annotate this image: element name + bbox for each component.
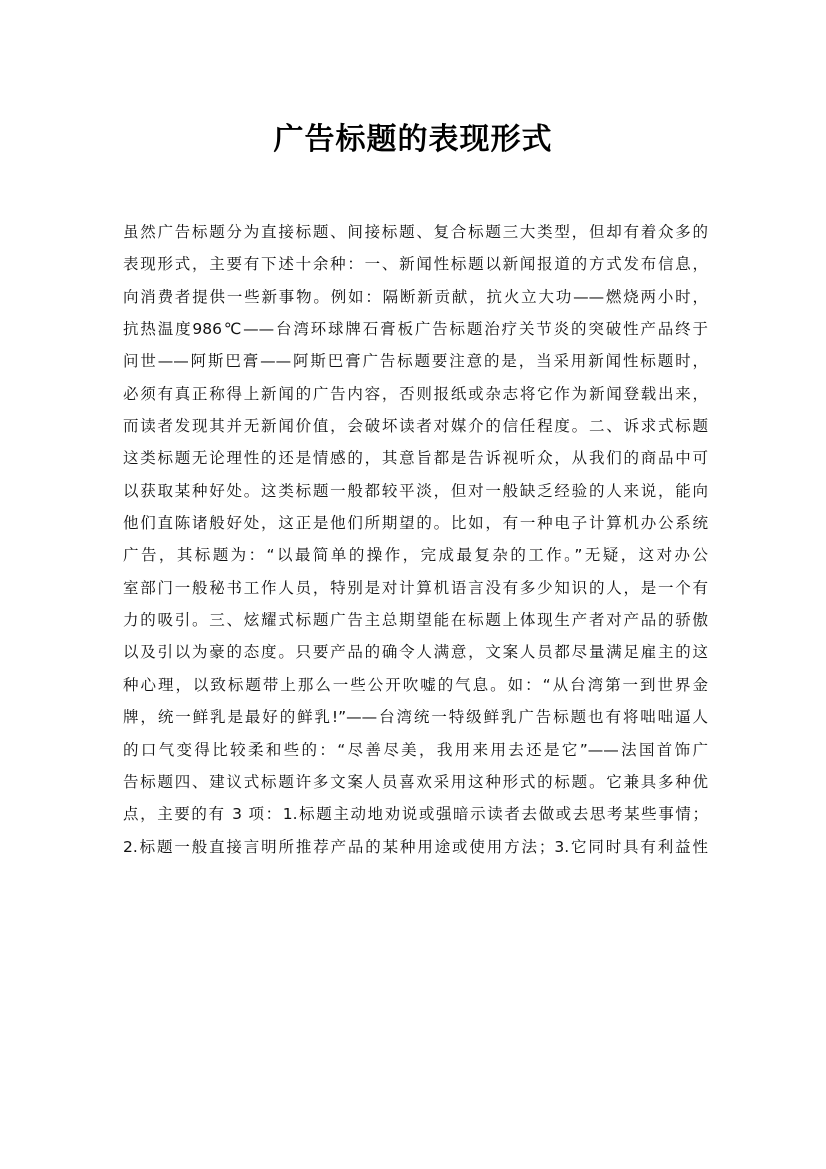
- body-line: 告标题四、建议式标题许多文案人员喜欢采用这种形式的标题。它兼具多种优: [123, 772, 708, 791]
- body-line: 以获取某种好处。这类标题一般都较平淡，但对一般缺乏经验的人来说，能向: [123, 481, 708, 500]
- body-line: 这类标题无论理性的还是情感的，其意旨都是告诉视听众，从我们的商品中可: [123, 449, 708, 468]
- body-line: 种心理，以致标题带上那么一些公开吹嘘的气息。如：“从台湾第一到世界金: [123, 675, 708, 694]
- body-line: 问世——阿斯巴膏——阿斯巴膏广告标题要注意的是，当采用新闻性标题时，: [123, 352, 708, 371]
- body-line: 点，主要的有 3 项：1.标题主动地劝说或强暗示读者去做或去思考某些事情；: [123, 805, 708, 824]
- body-line: 2.标题一般直接言明所推荐产品的某种用途或使用方法；3.它同时具有利益性: [123, 837, 708, 856]
- body-line: 而读者发现其并无新闻价值，会破坏读者对媒介的信任程度。二、诉求式标题: [123, 417, 708, 436]
- body-line: 抗热温度986℃——台湾环球牌石膏板广告标题治疗关节炎的突破性产品终于: [123, 320, 708, 339]
- body-line: 他们直陈诸般好处，这正是他们所期望的。比如，有一种电子计算机办公系统: [123, 514, 708, 533]
- body-line: 力的吸引。三、炫耀式标题广告主总期望能在标题上体现生产者对产品的骄傲: [123, 611, 708, 630]
- body-line: 表现形式，主要有下述十余种：一、新闻性标题以新闻报道的方式发布信息，: [123, 255, 708, 274]
- body-line: 广告，其标题为：“以最简单的操作，完成最复杂的工作。”无疑，这对办公: [123, 546, 708, 565]
- body-line: 室部门一般秘书工作人员，特别是对计算机语言没有多少知识的人，是一个有: [123, 578, 708, 597]
- document-body: [123, 219, 708, 866]
- document-title: 广告标题的表现形式: [273, 122, 553, 157]
- body-line: 的口气变得比较柔和些的：“尽善尽美，我用来用去还是它”——法国首饰广: [123, 740, 708, 759]
- body-line: 牌，统一鲜乳是最好的鲜乳!”——台湾统一特级鲜乳广告标题也有将咄咄逼人: [123, 708, 708, 727]
- body-line: 虽然广告标题分为直接标题、间接标题、复合标题三大类型，但却有着众多的: [123, 223, 708, 241]
- body-line: 必须有真正称得上新闻的广告内容，否则报纸或杂志将它作为新闻登载出来，: [123, 384, 708, 403]
- body-line: 向消费者提供一些新事物。例如：隔断新贡献，抗火立大功——燃烧两小时，: [123, 287, 708, 306]
- body-line: 以及引以为豪的态度。只要产品的确令人满意，文案人员都尽量满足雇主的这: [123, 643, 708, 662]
